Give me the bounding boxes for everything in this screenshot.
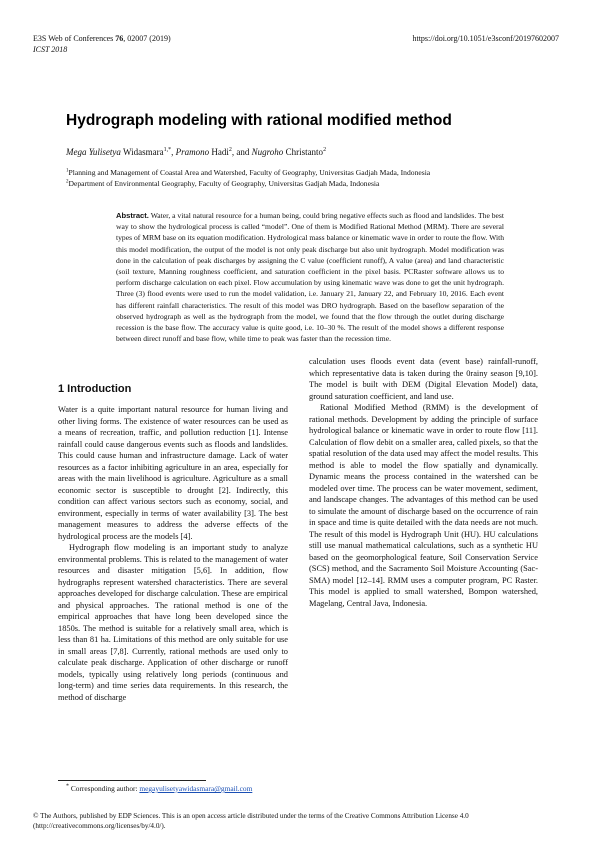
article-number: , 02007 (2019) (123, 34, 171, 43)
author-3: Nugroho Christanto$^2$ (251, 147, 327, 157)
journal-name: E3S Web of Conferences (33, 34, 116, 43)
abstract-label: Abstract. (116, 211, 149, 220)
abstract-text: Water, a vital natural resource for a human being, could bring negative effects such as flood and landslides. The best way to show the hydrological process is called “model”. One of them is Modified Rational Method (MRM). There are several types of MRM base on its equation modification. Hydrological mass balance or kinematic wave in order to route the flow. With this model modification, the output of the model is not only peak discharge but also unit hydrograph. Model modification was done in the calculation of peak discharges by assigning the C value (coefficient runoff), A value (area) and land characteristic (soil texture, Manning roughness coefficient, and saturation coefficient in the pixel basis. PCRaster software allows us to perform discharge calculation on each pixel. Flow accumulation by using kinematic wave was done to get the unit hydrograph. Three (3) flood events were used to run the model validation, i.e. January 21, January 22, and February 10, 2016. Each event has different rainfall characteristics. The result of this model was DRO hydrograph. Based on the baseflow separation of the observed hydrograph as well as the hydrograph from the model, we found that the flow through the outlet during discharge recession is the base flow. The accuracy value is quite good, i.e. 10–30 %. The result of the model shows a different response between direct runoff and base flow, while time to peak was faster than the recession time. (116, 211, 504, 344)
abstract (116, 210, 504, 344)
intro-paragraph-2: Hydrograph flow modeling is an important study to analyze environmental problems. This is related to the management of water resources and disaster mitigation [5,6]. In addition, flow hydrographs represent watershed characteristics. There are several approaches developed for discharge calculation. These are empirical and physical approaches. The rational method is one of the empirical approaches that have long been developed since the 1850s. The method is suitable for a relatively small area, which is less than 81 ha. Limitations of this method are only suitable for use in small areas [7,8]. Currently, rational methods are used only to calculate peak discharge. Application of other discharge or runoff models, typically using relatively long periods (continuous and long-term) and time series data requirements. In this research, the method of discharge (58, 543, 288, 702)
affiliation-2: $^2$Department of Environmental Geography, Faculty of Geography, Universitas Gadjah Mada, Indonesia (66, 179, 380, 188)
author-list: Mega Yulisetya Widasmara$^{1,*}$, Pramono Hadi$^2$, and Nugroho Christanto$^2$ (66, 147, 327, 157)
conference-name: ICST 2018 (33, 45, 68, 54)
left-column (58, 382, 288, 703)
doi-link[interactable]: https://doi.org/10.1051/e3sconf/20197602007 (412, 34, 559, 43)
intro-paragraph-4: Rational Modified Method (RMM) is the development of rational methods. Development by adding the principle of surface hydrological balance or kinematic wave in order to route flow [11]. Calculation of flow debit on a smaller area, called pixels, so that the spatial resolution of the data used may affect the model results. This method is able to model the flow spatially and dynamically. Dynamic means the process contained in the watershed can be modeled over time. The process can be water movement, sediment, and landscape changes. The advantages of this method can be used to simulate the amount of discharge based on the occurrence of rain in space and time is quite detailed with the data needs are not much. The result of this model is Hydrograph Unit (HU). HU calculations still use manual mathematical calculations, such as a synthetic HU based on the geomorphological feature, Soil Conservation Service (SCS) method, and the Sacramento Soil Moisture Accounting (Sac-SMA) model [12–14]. RMM uses a computer program, PC Raster. This model is applied to small watershed, Bompon watershed, Magelang, Central Java, Indonesia. (309, 403, 538, 608)
affiliation-1: $^1$Planning and Management of Coastal Area and Watershed, Faculty of Geography, Universitas Gadjah Mada, Indonesia (66, 168, 431, 177)
license-statement: © The Authors, published by EDP Sciences. This is an open access article distributed under the terms of the Creative Commons Attribution License 4.0 (http://creativecommons.org/licenses/by/4.0/). (33, 812, 469, 830)
corresponding-author-footnote: * Corresponding author: megayulisetyawidasmara@gmail.com (66, 783, 253, 793)
author-email-link[interactable]: megayulisetyawidasmara@gmail.com (139, 784, 253, 793)
footnote-divider (58, 780, 206, 781)
right-column (309, 356, 538, 609)
paper-title: Hydrograph modeling with rational modified method (66, 112, 452, 129)
journal-citation (33, 33, 171, 44)
journal-volume: 76 (115, 34, 124, 43)
author-2: Pramono Hadi$^2$ (175, 147, 232, 157)
author-1: Mega Yulisetya Widasmara$^{1,*}$ (66, 147, 172, 157)
intro-paragraph-1: Water is a quite important natural resource for human living and other living forms. The existence of water resources can be used as a means of recreation, traffic, and pollution reduction [1]. Intense rainfall could cause dangerous events such as floods and landslides. This could cause human and infrastructure damage. Lack of water resources as a factor inhibiting agriculture in an area, especially for areas with the main livelihood is agriculture. Agriculture as a small economic sector is susceptible to drought [2]. Indirectly, this condition can affect various sectors such as economy, social, and environment, especially in terms of water availability [3]. The best management measures to address the adverse effects of the hydrological process are the models [4]. (58, 405, 288, 541)
intro-paragraph-3: calculation uses floods event data (event base) rainfall-runoff, which representative data is taken during the 0rainy season [9,10]. The model is built with DEM (Digital Elevation Model) data, ground saturation coefficient, and land use. (309, 357, 538, 401)
running-header-left (33, 33, 171, 55)
affiliations (66, 167, 536, 189)
section-heading-introduction: 1 Introduction (58, 383, 132, 395)
